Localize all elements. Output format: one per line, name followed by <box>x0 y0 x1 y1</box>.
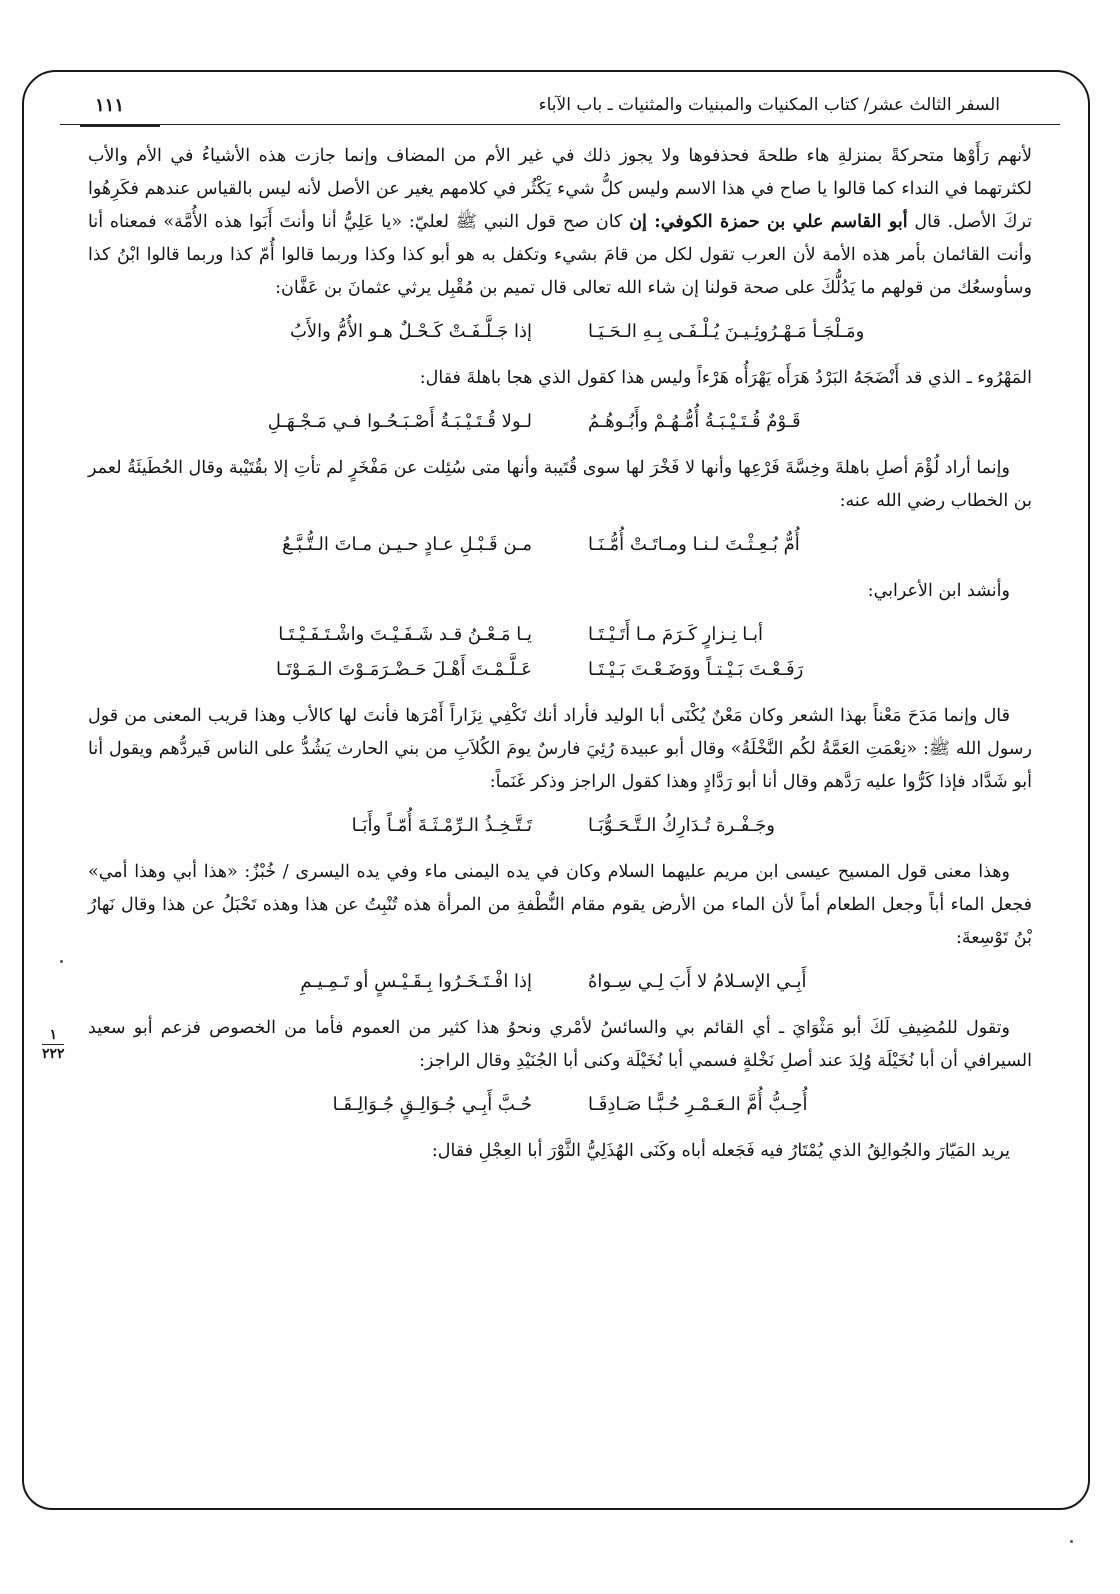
verse-7-second-hemistich: إذا افْـتَـخَـرُوا بِـقَـيْـسٍ أو تَـمِـيـمِ <box>300 971 532 992</box>
margin-note <box>42 1028 65 1061</box>
verse-4-second-hemistich: يـا مَـعْـنُ قـد شَـفَـيْـتَ واشْـتَـفَـيْـتَـا <box>278 624 532 645</box>
verse-1-first-hemistich: ومَـلْجَـأ مَـهْـرُوئِـيـنَ يُـلْـفَـى بِـهِ الـحَـيَـا <box>588 321 865 342</box>
paragraph-3: وإنما أراد لُؤْمَ أصلِ باهلةَ وخِسَّةَ فَرْعِها وأنها لا فَخْرَ لها سوى قُتَيبة وأنها متى سُئِلت عن مَفْخَرٍ لم تأتِ إلا بقُتَيْبة وقال الحُطَيئَةُ لعمر بن الخطاب رضي الله عنه: <box>88 458 1032 511</box>
running-title: السفر الثالث عشر/ كتاب المكنيات والمبنيات والمثنيات ـ باب الآباء <box>538 95 1000 115</box>
verse-3-first-hemistich: أُمٌّ بُـعِـثْـتَ لـنـا ومـاتَـتْ أُمُّـنَـا <box>588 534 800 555</box>
paragraph-1-text-a: لأنهم رَأَوْها متحركةً بمنزلةِ هاء طلحةَ فحذفوها ولا يجوز ذلك في غير الأم من المضاف وإنما جازت هذه الأشياءُ في الأم والأب لكثرتهما في النداء كما قالوا يا صاح في هذا الاسم وليس كلُّ شيء يَكْثُر في كلامهم يغير عن الأصل لأنه ليس بالقياس عندهم فكَرِهُوا تركَ الأصل. قال <box>88 146 1032 232</box>
paragraph-1 <box>88 140 1032 305</box>
verse-1-second-hemistich: إذا جَـلَّـفَـتْ كَـحْـلٌ هـو الأُمُّ والأَبُ <box>289 321 532 342</box>
page-body <box>88 140 1032 1168</box>
running-header <box>95 88 1000 122</box>
verse-5 <box>88 653 1032 686</box>
paragraph-7: وتقول للمُضِيفِ لَكَ أبو مَثْوَايَ ـ أي القائم بي والسائسُ لأمْري ونحوُ هذا كثير من العموم فأما من الخصوص فزعم أبو سعيد السيرافي أن أبا نُخَيْلَة وُلِدَ عند أصلِ نَخْلةٍ فسمي أبا نُخَيْلَة وكنى أبا الجُنَيْدِ وقال الراجز: <box>88 1018 1032 1071</box>
verse-7-first-hemistich: أَبِـي الإسـلامُ لا أَبَ لِـي سِـواهُ <box>588 971 807 992</box>
scan-speck <box>1070 1540 1073 1543</box>
verse-6-second-hemistich: تَـتَّـخِـذُ الـرِّمْـثَـةَ أُمّـاً وأَبَـا <box>351 815 532 836</box>
verse-5-first-hemistich: رَفَـعْـتَ بَـيْـتـاً ووَضَـعْـتَ بَـيْـتَـا <box>588 659 804 680</box>
verse-8-second-hemistich: حُـبَّ أَبِـي جُـوَالِـقٍ جُـوَالِـقَـا <box>332 1094 532 1115</box>
paragraph-5: قال وإنما مَدَحَ مَعْناً بهذا الشعر وكان مَعْنٌ يُكْنَى أبا الوليد فأراد أنك تَكْفِي نِزَاراً أَمْرَها فأنتَ لها كالأب وهذا قريب المعنى من قول رسول الله ﷺ: «نِعْمَتِ العَمَّةُ لكُم النَّخْلَةُ» وقال أبو عبيدة رُئِيَ فارسٌ يومَ الكُلاَبِ من بني الحارث يَشُدُّ على الناس فَيردُّهم ويقول أنا أبو شَدَّاد فإذا كَرُّوا عليه رَدَّهم وقال أنا أبو رَدَّادٍ وهذا كقول الراجز وذكر غَنَماً: <box>88 706 1032 792</box>
header-rule-accent <box>80 124 160 127</box>
verse-3 <box>88 528 1032 561</box>
margin-note-divider <box>42 1044 64 1045</box>
verse-4 <box>88 618 1032 651</box>
header-rule <box>60 124 1060 125</box>
verse-4-first-hemistich: أبـا نِـزارٍ كَـرَمَ مـا أَتَـيْـتَـا <box>588 624 764 645</box>
verse-8 <box>88 1088 1032 1121</box>
paragraph-1-author-name: أبو القاسم علي بن حمزة الكوفي: إن <box>629 212 908 232</box>
verse-3-second-hemistich: مـن قَـبْـلِ عـادٍ حـيـن مـاتَ الـتُّـبَّـعُ <box>282 534 532 555</box>
paragraph-1-text-b: كان صح قول النبي ﷺ لعليّ: «يا عَلِيُّ أنا وأنتَ أَبَوا هذه الأُمَّة» فمعناه أنا وأنت القائمان بأمر هذه الأمة لأن العرب تقول لكل من قامَ بشيء وتكفل به هو أبو كذا وكذا وربما قالوا أُمّ كذا وربما قالوا ابْنُ كذا وسأوسعُك من قولهم ما يَدُلُّكَ على صحة قولنا إن شاء الله تعالى قال تميم بن مُقْبِل يرثي عثمانَ بن عَفَّان: <box>88 212 1032 298</box>
paragraph-2: المَهْرُوء ـ الذي قد أَنْضَجَهُ البَرْدُ هَرَأَه يَهْرَأُه هَرْءاً وليس هذا كقول الذي هجا باهلةَ فقال: <box>419 368 1032 388</box>
paragraph-6: وهذا معنى قول المسيح عيسى ابن مريم عليهما السلام وكان في يده اليمنى ماء وفي يده اليسرى / خُبْزٌ: «هذا أبي وهذا أمي» فجعل الماء أباً وجعل الطعام أماً لأن الماء من الأرض يقوم مقام النُّطْفةِ من المرأة هذه تُنْبِتُ عن هذا وهذه تَحْبَلُ عن هذا وقال نَهارُ بْنُ تَوْسِعةَ: <box>88 862 1032 948</box>
verse-5-second-hemistich: عَـلَّـمْـتَ أَهْـلَ حَـضْـرَمَـوْتَ الـمَـوْتَـا <box>275 659 532 680</box>
verse-1 <box>88 315 1032 348</box>
verse-8-first-hemistich: أُحِـبُّ أُمَّ الـعَـمْـرِ حُـبًّـا صَـادِقَـا <box>588 1094 808 1115</box>
verse-2-first-hemistich: قَـوْمٌ قُـتَـيْـبَـةُ أُمُّـهُـمْ وأَبُـوهُـمُ <box>588 411 801 432</box>
verse-2 <box>88 405 1032 438</box>
page-number: ١١١ <box>95 94 125 116</box>
verse-6-first-hemistich: وجَـفْـرة تُـدَارِكُ الـتَّـحَـوُّبَـا <box>588 815 775 836</box>
scan-speck <box>60 960 63 963</box>
paragraph-8: يريد المَيّارَ والجُوالِقُ الذي يُمْتَارُ فيه فَجَعله أباه وكَنَى الهُذَلِيُّ الثَّوْرَ أبا العِجْلِ فقال: <box>431 1141 1010 1161</box>
margin-note-top: ١ <box>49 1027 58 1043</box>
margin-note-bottom: ٢٢٢ <box>42 1046 65 1062</box>
paragraph-4: وأنشد ابن الأعرابي: <box>867 581 1010 601</box>
verse-2-second-hemistich: لـولا قُـتَـيْـبَـةُ أَصْـبَـحُـوا فـي مَـجْـهَـلِ <box>267 411 532 432</box>
verse-7 <box>88 965 1032 998</box>
verse-6 <box>88 809 1032 842</box>
